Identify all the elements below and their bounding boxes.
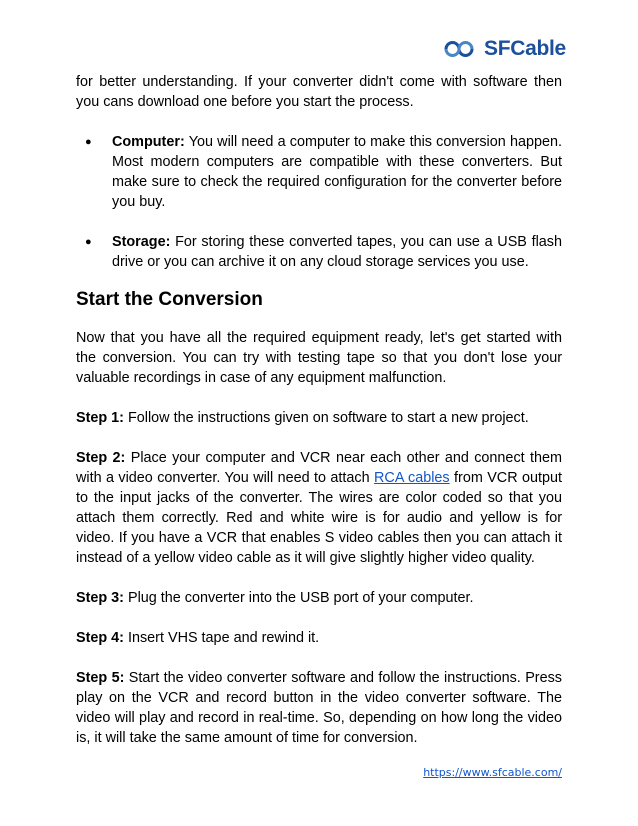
step-3: [76, 588, 562, 608]
bullet-label: Storage:: [112, 234, 171, 250]
step-2: [76, 448, 562, 568]
step-text: Start the video converter software and follow the instructions. Press play on the VCR and record button in the video converter software. The video will play and record in real-time. So, depending on how long the video is, it will take the same amount of time for conversion.: [76, 670, 562, 746]
header-logo[interactable]: [440, 36, 566, 62]
bullet-icon: ●: [85, 236, 92, 248]
bullet-icon: ●: [85, 136, 92, 148]
equipment-list: [76, 132, 562, 272]
step-text: Insert VHS tape and rewind it.: [123, 630, 320, 646]
step-label: Step 5:: [76, 670, 125, 686]
step-5: [76, 668, 562, 748]
list-item-computer: [76, 132, 562, 212]
intro-paragraph: for better understanding. If your converter didn't come with software then you cans download one before you start the process.: [76, 74, 562, 110]
step-1: [76, 408, 562, 428]
step-text: Plug the converter into the USB port of your computer.: [123, 590, 474, 606]
step-4: [76, 628, 562, 648]
step-label: Step 4:: [76, 630, 124, 646]
step-label: Step 2:: [76, 450, 126, 466]
step-text: from VCR output to the input jacks of the converter. The wires are color coded so that you attach them correctly. Red and white wire is for audio and yellow is for video. If you have a VCR that enables S video cables then you can attach it instead of a yellow video cable as it will give slightly higher video quality.: [76, 470, 563, 566]
bullet-text: For storing these converted tapes, you can use a USB flash drive or you can archive it on any cloud storage services you use.: [112, 234, 562, 270]
step-label: Step 3:: [76, 590, 124, 606]
step-text: Place your computer and VCR near each other and connect them with a video converter. You will need to attach: [76, 450, 562, 486]
footer-url-link[interactable]: https://www.sfcable.com/: [423, 766, 562, 779]
bullet-label: Computer:: [112, 134, 185, 150]
list-item-storage: [76, 232, 562, 272]
section-heading: Start the Conversion: [76, 289, 263, 310]
document-body: [76, 72, 562, 748]
bullet-text: You will need a computer to make this conversion happen. Most modern computers are compatible with these converters. But make sure to check the required configuration for the converter before you buy.: [112, 134, 562, 210]
logo-text: SFCable: [484, 37, 566, 60]
rca-cables-link[interactable]: RCA cables: [374, 470, 450, 486]
step-text: Follow the instructions given on software to start a new project.: [123, 410, 529, 426]
sfcable-cable-loop-icon: [440, 36, 478, 62]
step-label: Step 1:: [76, 410, 124, 426]
section-intro-paragraph: Now that you have all the required equipment ready, let's get started with the conversion. You can try with testing tape so that you don't lose your valuable recordings in case of any equipment malfunction.: [76, 330, 562, 386]
